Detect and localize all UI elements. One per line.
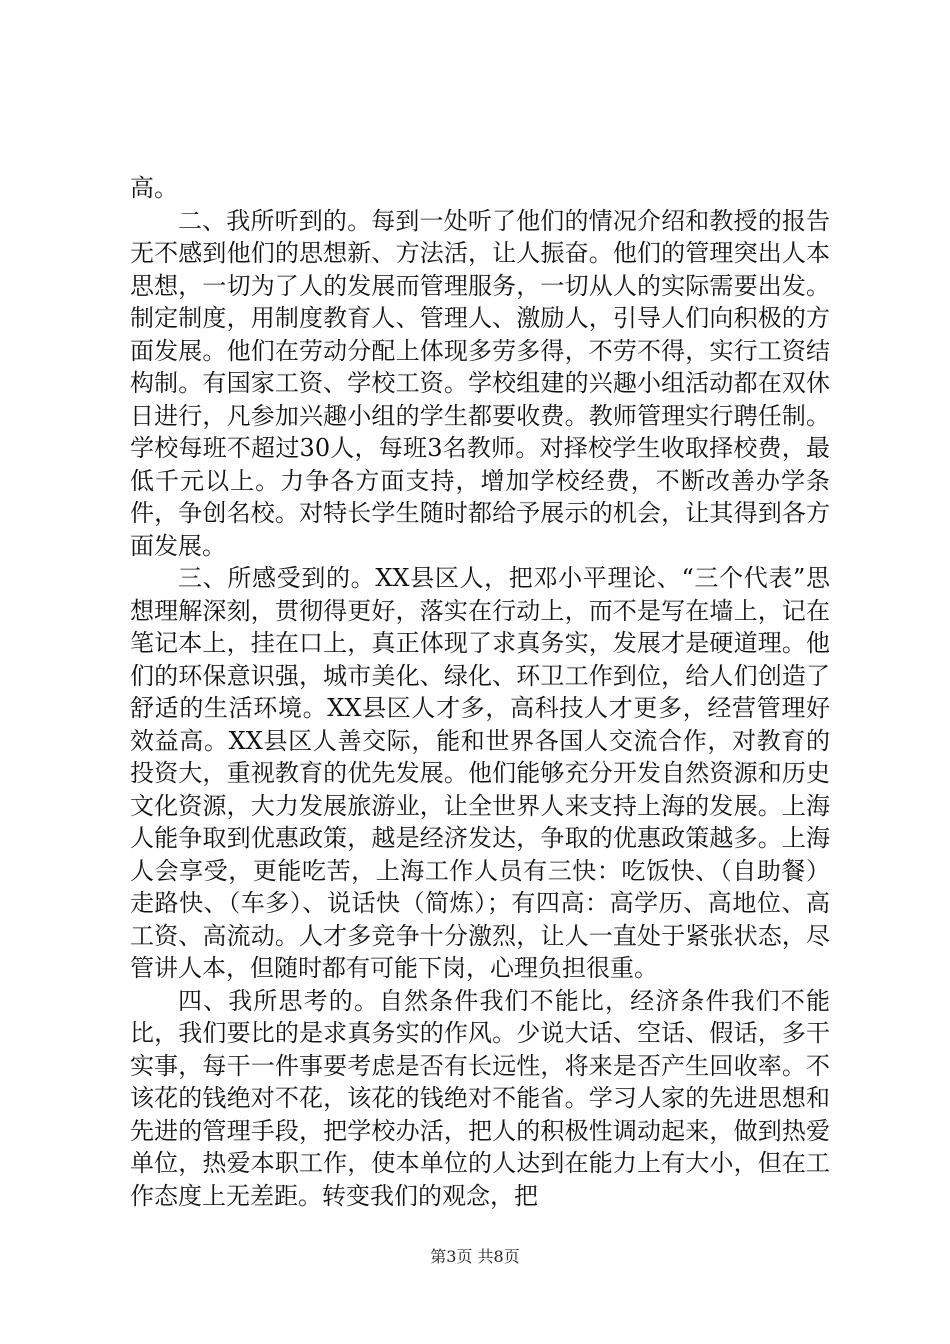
paragraph-felt: 三、所感受到的。XX县区人，把邓小平理论、“三个代表”思想理解深刻，贯彻得更好，落实在行动上，而不是写在墙上，记在笔记本上，挂在口上，真正体现了求真务实，发展才是硬道理。他们的环保意识强，城市美化、绿化、环卫工作到位，给人们创造了舒适的生活环境。XX县区人才多，高科技人才更多，经营管理好效益高。XX县区人善交际，能和世界各国人交流合作，对教育的投资大，重视教育的优先发展。他们能够充分开发自然资源和历史文化资源，大力发展旅游业，让全世界人来支持上海的发展。上海人能争取到优惠政策，越是经济发达，争取的优惠政策越多。上海人会享受，更能吃苦，上海工作人员有三快：吃饭快、（自助餐）走路快、（车多）、说话快（简炼）；有四高：高学历、高地位、高工资、高流动。人才多竞争十分激烈，让人一直处于紧张状态，尽管讲人本，但随时都有可能下岗，心理负担很重。: [130, 564, 830, 982]
page-number-footer: 第3页 共8页: [430, 1247, 520, 1266]
document-body: [130, 172, 830, 1212]
paragraph-heard: 二、我所听到的。每到一处听了他们的情况介绍和教授的报告无不感到他们的思想新、方法活，让人振奋。他们的管理突出人本思想，一切为了人的发展而管理服务，一切从人的实际需要出发。制定制度，用制度教育人、管理人、激励人，引导人们向积极的方面发展。他们在劳动分配上体现多劳多得，不劳不得，实行工资结构制。有国家工资、学校工资。学校组建的兴趣小组活动都在双休日进行，凡参加兴趣小组的学生都要收费。教师管理实行聘任制。学校每班不超过30人，每班3名教师。对择校学生收取择校费，最低千元以上。力争各方面支持，增加学校经费，不断改善办学条件，争创名校。对特长学生随时都给予展示的机会，让其得到各方面发展。: [130, 206, 830, 560]
paragraph-thought: 四、我所思考的。自然条件我们不能比，经济条件我们不能比，我们要比的是求真务实的作风。少说大话、空话、假话，多干实事，每干一件事要考虑是否有长远性，将来是否产生回收率。不该花的钱绝对不花，该花的钱绝对不能省。学习人家的先进思想和先进的管理手段，把学校办活，把人的积极性调动起来，做到热爱单位，热爱本职工作，使本单位的人达到在能力上有大小，但在工作态度上无差距。转变我们的观念，把: [130, 986, 830, 1210]
paragraph-continuation: 高。: [130, 174, 178, 202]
